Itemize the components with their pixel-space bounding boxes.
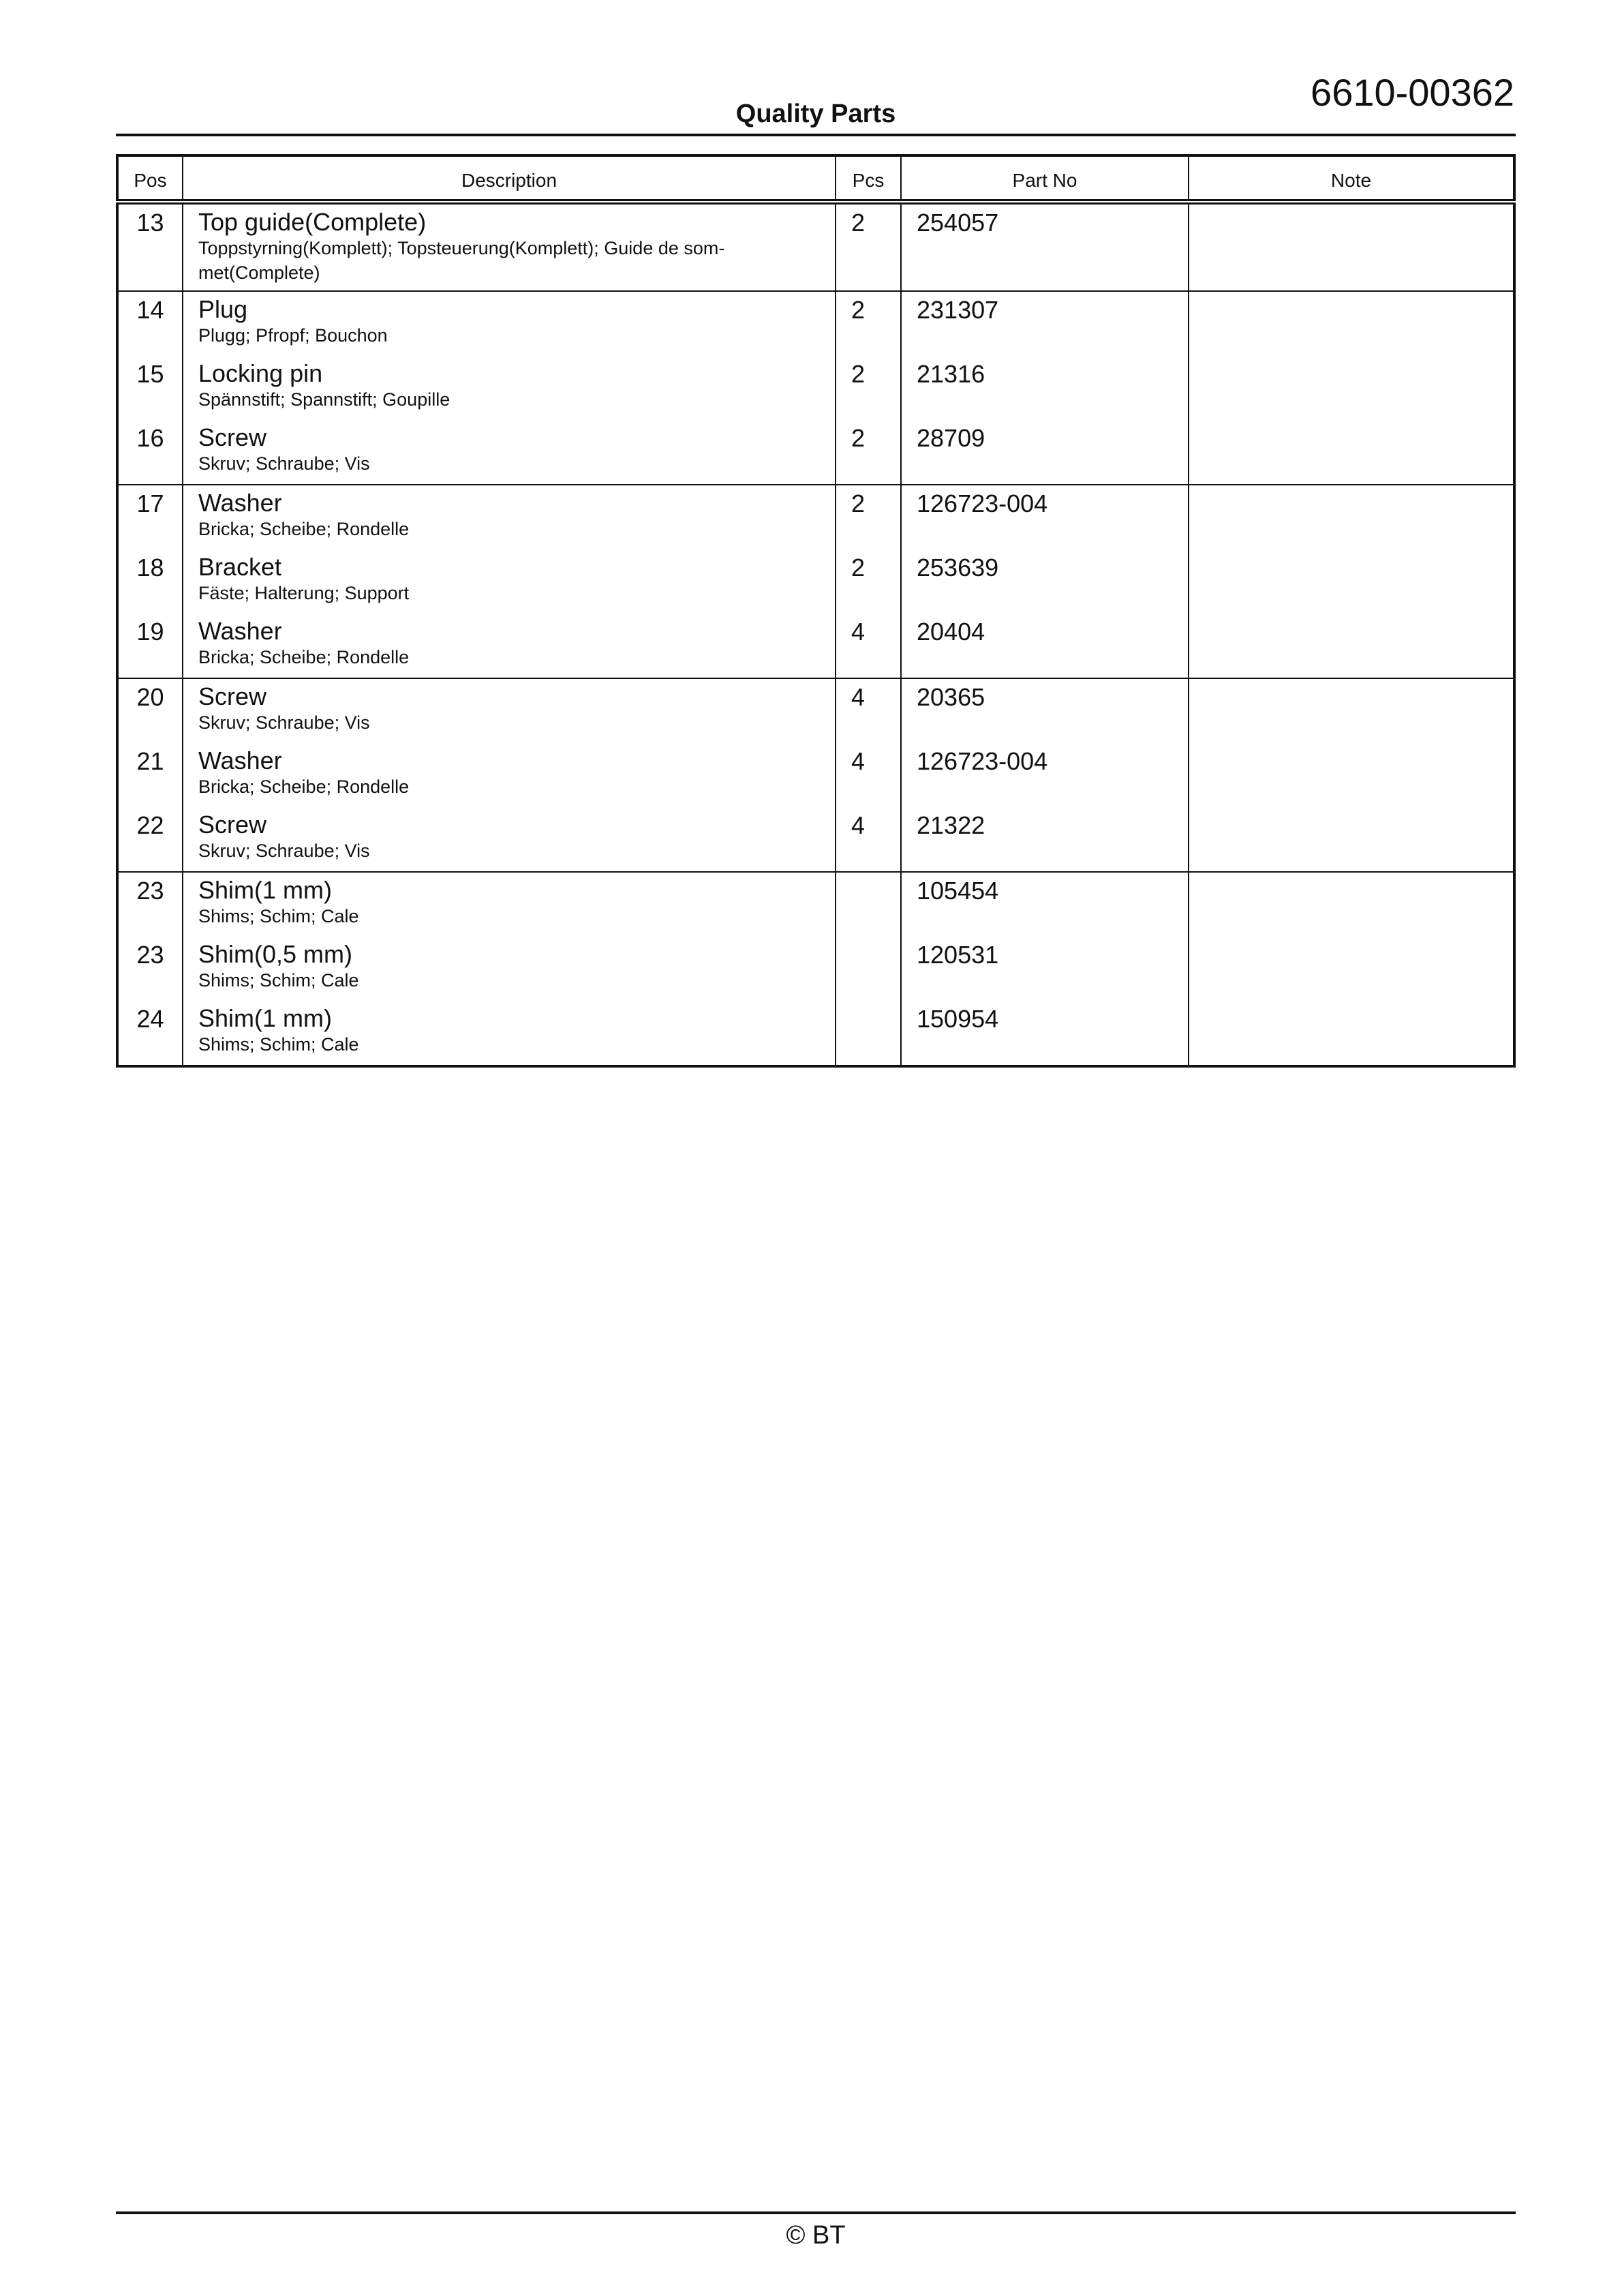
table-row bbox=[117, 202, 1514, 291]
part-name: Screw bbox=[198, 811, 267, 839]
part-name: Washer bbox=[198, 489, 282, 517]
note-cell bbox=[1189, 1001, 1514, 1066]
pos-cell: 20 bbox=[117, 678, 183, 743]
note-cell bbox=[1189, 872, 1514, 937]
part-name: Screw bbox=[198, 682, 267, 710]
pos-cell: 15 bbox=[117, 356, 183, 420]
footer-divider bbox=[116, 2211, 1516, 2214]
note-cell bbox=[1189, 420, 1514, 485]
pos-cell: 16 bbox=[117, 420, 183, 485]
pcs-cell: 4 bbox=[836, 614, 901, 678]
note-cell bbox=[1189, 937, 1514, 1001]
part-name: Screw bbox=[198, 423, 267, 451]
part-name: Washer bbox=[198, 746, 282, 774]
description-cell bbox=[183, 807, 836, 872]
pos-cell: 21 bbox=[117, 743, 183, 807]
part-name: Top guide(Complete) bbox=[198, 208, 427, 236]
description-cell bbox=[183, 549, 836, 614]
description-cell bbox=[183, 743, 836, 807]
part-no-cell: 126723-004 bbox=[901, 485, 1189, 549]
pcs-cell: 2 bbox=[836, 202, 901, 291]
part-no-cell: 21316 bbox=[901, 356, 1189, 420]
part-translations: Shims; Schim; Cale bbox=[198, 1034, 359, 1055]
pcs-cell bbox=[836, 1001, 901, 1066]
part-translations: Toppstyrning(Komplett); Topsteuerung(Komplett); Guide de som- met(Complete) bbox=[198, 238, 725, 283]
pos-cell: 13 bbox=[117, 202, 183, 291]
table-row bbox=[117, 420, 1514, 485]
part-no-cell: 28709 bbox=[901, 420, 1189, 485]
note-cell bbox=[1189, 202, 1514, 291]
part-translations: Bricka; Scheibe; Rondelle bbox=[198, 776, 410, 797]
column-header-note: Note bbox=[1189, 155, 1514, 202]
table-row bbox=[117, 356, 1514, 420]
part-no-cell: 21322 bbox=[901, 807, 1189, 872]
document-number: 6610-00362 bbox=[1311, 71, 1514, 114]
pcs-cell: 4 bbox=[836, 807, 901, 872]
page-title: Quality Parts bbox=[735, 100, 896, 128]
pos-cell: 23 bbox=[117, 872, 183, 937]
description-cell bbox=[183, 872, 836, 937]
description-cell bbox=[183, 420, 836, 485]
part-no-cell: 105454 bbox=[901, 872, 1189, 937]
column-header-description: Description bbox=[183, 155, 836, 202]
part-name: Shim(1 mm) bbox=[198, 1004, 332, 1032]
pos-cell: 23 bbox=[117, 937, 183, 1001]
note-cell bbox=[1189, 678, 1514, 743]
table-row bbox=[117, 291, 1514, 356]
part-no-cell: 254057 bbox=[901, 202, 1189, 291]
part-translations: Spännstift; Spannstift; Goupille bbox=[198, 389, 450, 410]
note-cell bbox=[1189, 485, 1514, 549]
table-row bbox=[117, 678, 1514, 743]
pos-cell: 24 bbox=[117, 1001, 183, 1066]
description-cell bbox=[183, 1001, 836, 1066]
part-translations: Skruv; Schraube; Vis bbox=[198, 841, 370, 861]
part-name: Shim(1 mm) bbox=[198, 876, 332, 904]
table-row bbox=[117, 614, 1514, 678]
part-name: Shim(0,5 mm) bbox=[198, 940, 353, 968]
part-translations: Fäste; Halterung; Support bbox=[198, 583, 410, 603]
pos-cell: 14 bbox=[117, 291, 183, 356]
description-cell bbox=[183, 614, 836, 678]
note-cell bbox=[1189, 807, 1514, 872]
pcs-cell bbox=[836, 937, 901, 1001]
pcs-cell: 4 bbox=[836, 678, 901, 743]
table-row bbox=[117, 872, 1514, 937]
part-no-cell: 20365 bbox=[901, 678, 1189, 743]
note-cell bbox=[1189, 549, 1514, 614]
table-row bbox=[117, 807, 1514, 872]
column-header-part-no: Part No bbox=[901, 155, 1189, 202]
part-name: Locking pin bbox=[198, 359, 323, 387]
description-cell bbox=[183, 356, 836, 420]
table-row bbox=[117, 549, 1514, 614]
part-no-cell: 126723-004 bbox=[901, 743, 1189, 807]
description-cell bbox=[183, 678, 836, 743]
header-divider bbox=[116, 134, 1516, 136]
description-cell bbox=[183, 291, 836, 356]
note-cell bbox=[1189, 356, 1514, 420]
part-name: Bracket bbox=[198, 553, 282, 581]
description-cell bbox=[183, 202, 836, 291]
description-cell bbox=[183, 937, 836, 1001]
note-cell bbox=[1189, 743, 1514, 807]
pcs-cell: 2 bbox=[836, 291, 901, 356]
part-translations: Shims; Schim; Cale bbox=[198, 906, 359, 926]
pcs-cell: 2 bbox=[836, 549, 901, 614]
copyright-footer: © BT bbox=[786, 2221, 846, 2250]
part-translations: Shims; Schim; Cale bbox=[198, 970, 359, 991]
pcs-cell: 2 bbox=[836, 485, 901, 549]
description-cell bbox=[183, 485, 836, 549]
table-row bbox=[117, 743, 1514, 807]
table-row bbox=[117, 937, 1514, 1001]
column-header-pos: Pos bbox=[117, 155, 183, 202]
part-no-cell: 20404 bbox=[901, 614, 1189, 678]
parts-table bbox=[116, 154, 1516, 1068]
table-row bbox=[117, 1001, 1514, 1066]
part-no-cell: 150954 bbox=[901, 1001, 1189, 1066]
pos-cell: 18 bbox=[117, 549, 183, 614]
note-cell bbox=[1189, 614, 1514, 678]
part-translations: Plugg; Pfropf; Bouchon bbox=[198, 325, 388, 346]
table-header-row bbox=[117, 155, 1514, 202]
part-translations: Bricka; Scheibe; Rondelle bbox=[198, 519, 410, 539]
pos-cell: 22 bbox=[117, 807, 183, 872]
pcs-cell bbox=[836, 872, 901, 937]
part-no-cell: 231307 bbox=[901, 291, 1189, 356]
part-name: Plug bbox=[198, 295, 248, 323]
table-row bbox=[117, 485, 1514, 549]
part-translations: Skruv; Schraube; Vis bbox=[198, 453, 370, 474]
part-translations: Skruv; Schraube; Vis bbox=[198, 712, 370, 733]
pos-cell: 17 bbox=[117, 485, 183, 549]
pcs-cell: 4 bbox=[836, 743, 901, 807]
column-header-pcs: Pcs bbox=[836, 155, 901, 202]
pcs-cell: 2 bbox=[836, 356, 901, 420]
part-translations: Bricka; Scheibe; Rondelle bbox=[198, 647, 410, 667]
pcs-cell: 2 bbox=[836, 420, 901, 485]
part-no-cell: 120531 bbox=[901, 937, 1189, 1001]
pos-cell: 19 bbox=[117, 614, 183, 678]
part-no-cell: 253639 bbox=[901, 549, 1189, 614]
note-cell bbox=[1189, 291, 1514, 356]
part-name: Washer bbox=[198, 617, 282, 645]
